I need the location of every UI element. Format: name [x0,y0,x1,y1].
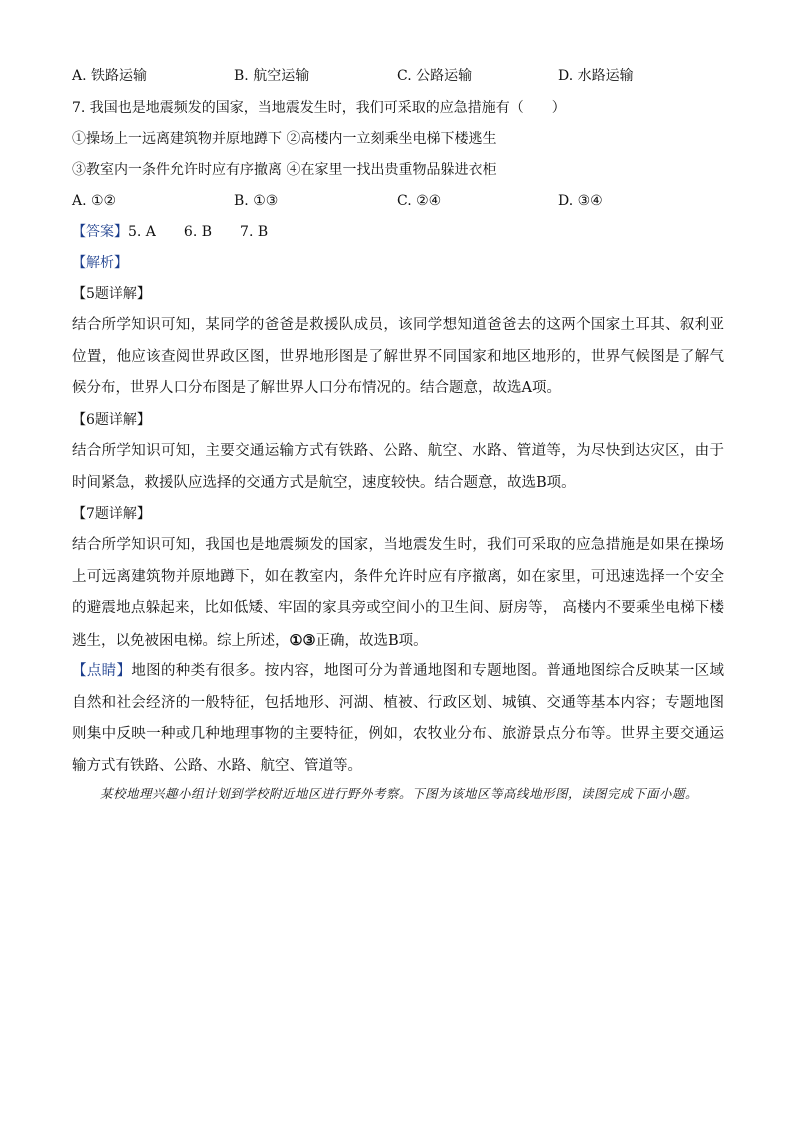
q7-option-b: B. ①③ [234,193,279,209]
analysis-tag: 【解析】 [72,255,128,271]
q6-option-b: B. 航空运输 [234,68,310,84]
q7-detail-header: 【7题详解】 [72,506,151,522]
answer-tag: 【答案】 [72,224,128,240]
q6-detail-text: 结合所学知识可知，主要交通运输方式有铁路、公路、航空、水路、管道等，为尽快到达灾区，由于时间紧急，救援队应选择的交通方式是航空，速度较快。结合题意，故选B项。 [72,443,724,491]
q7-detail-text-before: 结合所学知识可知，我国也是地震频发的国家，当地震发生时，我们可采取的应急措施是如果在操场上可远离建筑物并原地蹲下，如在教室内，条件允许时应有序撤离，如在家里，可迅速选择一个安全的避震地点躲起来，比如低矮、牢固的家具旁或空间小的卫生间、厨房等， 高楼内不要乘坐电梯下楼逃生，以免被困电梯。综上所述， [72,537,724,649]
q7-option-d: D. ③④ [558,193,603,209]
q7-items-line-1: ①操场上一远离建筑物并原地蹲下 ②高楼内一立刻乘坐电梯下楼逃生 [72,131,497,147]
q5-detail-text: 结合所学知识可知，某同学的爸爸是救援队成员，该同学想知道爸爸去的这两个国家土耳其、叙利亚位置，他应该查阅世界政区图，世界地形图是了解世界不同国家和地区地形的，世界气候图是了解气候分布，世界人口分布图是了解世界人口分布情况的。结合题意，故选A项。 [72,317,724,396]
answer-line [72,222,296,242]
answer-item: 7. B [240,224,269,240]
dianjing-tag: 【点睛】 [72,663,132,679]
q6-option-c: C. 公路运输 [397,68,473,84]
q6-detail-header: 【6题详解】 [72,412,151,428]
answer-item: 6. B [183,224,213,240]
q7-detail-text [72,530,724,657]
next-question-intro: 某校地理兴趣小组计划到学校附近地区进行野外考察。下图为该地区等高线地形图，读图完成下面小题。 [100,786,699,801]
q5-detail-header: 【5题详解】 [72,286,151,302]
answer-item: 5. A [128,224,156,240]
q7-stem: 7. 我国也是地震频发的国家，当地震发生时，我们可采取的应急措施有（ ） [72,100,566,116]
q6-option-a: A. 铁路运输 [72,68,148,84]
q7-detail-text-after: 正确，故选B项。 [315,632,428,649]
q6-option-d: D. 水路运输 [558,68,634,84]
q7-detail-bold-choice: ①③ [289,631,316,649]
dianjing-text: 地图的种类有很多。按内容，地图可分为普通地图和专题地图。普通地图综合反映某一区域自然和社会经济的一般特征，包括地形、河湖、植被、行政区划、城镇、交通等基本内容；专题地图则集中反映一种或几种地理事物的主要特征，例如，农牧业分布、旅游景点分布等。世界主要交通运输方式有铁路、公路、水路、航空、管道等。 [72,663,725,774]
dianjing-paragraph [72,656,724,782]
q7-option-c: C. ②④ [397,193,442,209]
q7-option-a: A. ①② [72,193,117,209]
q7-items-line-2: ③教室内一条件允许时应有序撤离 ④在家里一找出贵重物品躲进衣柜 [72,162,497,178]
